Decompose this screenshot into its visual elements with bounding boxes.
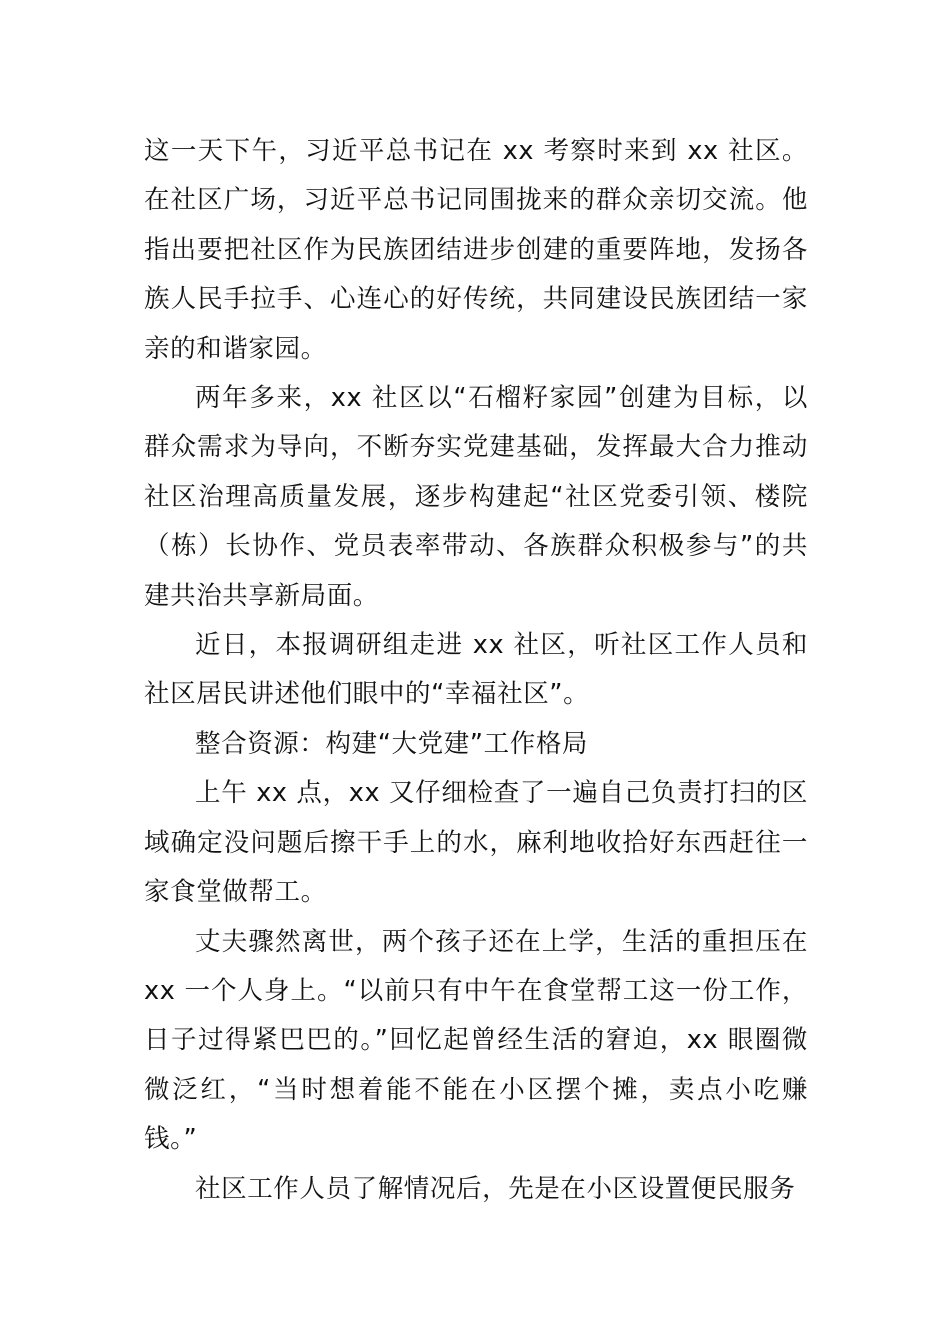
paragraph-2: 两年多来，xx 社区以“石榴籽家园”创建为目标，以群众需求为导向，不断夯实党建基础，发挥最大合力推动社区治理高质量发展，逐步构建起“社区党委引领、楼院（栋）长协作、党员表率带动、各族群众积极参与”的共建共治共享新局面。 bbox=[144, 383, 808, 611]
paragraph-3: 近日，本报调研组走进 xx 社区，听社区工作人员和社区居民讲述他们眼中的“幸福社区”。 bbox=[144, 630, 808, 710]
paragraph-4: 上午 xx 点，xx 又仔细检查了一遍自己负责打扫的区域确定没问题后擦干手上的水，麻利地收拾好东西赶往一家食堂做帮工。 bbox=[144, 778, 808, 908]
paragraph-6: 社区工作人员了解情况后，先是在小区设置便民服务 bbox=[195, 1173, 796, 1204]
paragraph-1: 这一天下午，习近平总书记在 xx 考察时来到 xx 社区。在社区广场，习近平总书记同围拢来的群众亲切交流。他指出要把社区作为民族团结进步创建的重要阵地，发扬各族人民手拉手、心连心的好传统，共同建设民族团结一家亲的和谐家园。 bbox=[144, 136, 808, 364]
document-body bbox=[144, 127, 808, 1214]
section-heading: 整合资源：构建“大党建”工作格局 bbox=[195, 728, 589, 759]
paragraph-5: 丈夫骤然离世，两个孩子还在上学，生活的重担压在 xx 一个人身上。“以前只有中午在食堂帮工这一份工作，日子过得紧巴巴的。”回忆起曾经生活的窘迫，xx 眼圈微微泛红，“当时想着能不能在小区摆个摊，卖点小吃赚钱。” bbox=[144, 926, 808, 1155]
